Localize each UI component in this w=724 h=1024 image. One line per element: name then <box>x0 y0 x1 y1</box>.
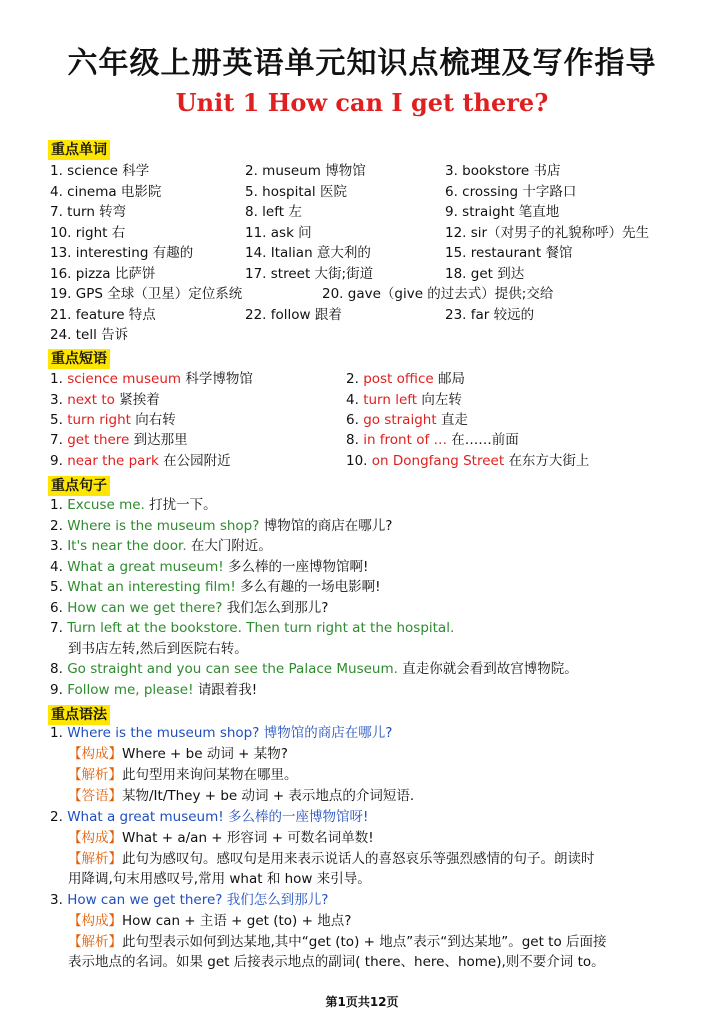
vocab-item: 3. bookstore 书店 <box>445 163 561 179</box>
phrase-item <box>346 411 468 429</box>
sentence-cn: 请跟着我! <box>197 682 258 698</box>
grammar-line <box>68 850 595 868</box>
phrase-item <box>346 370 465 388</box>
grammar-tag: 【解析】 <box>68 851 122 867</box>
grammar-text: 此句为感叹句。感叹句是用来表示说话人的喜怒哀乐等强烈感情的句子。朗读时 <box>122 851 595 867</box>
grammar-question: What a great museum! 多么棒的一座博物馆呀! <box>67 809 369 825</box>
vocab-item: 1. science 科学 <box>50 163 150 179</box>
grammar-text: 此句型用来询问某物在哪里。 <box>122 767 298 783</box>
phrase-number: 1. <box>50 371 63 387</box>
grammar-line <box>68 912 351 930</box>
grammar-question: How can we get there? 我们怎么到那儿? <box>67 892 329 908</box>
vocab-item: 16. pizza 比萨饼 <box>50 266 156 282</box>
sentence-cn: 博物馆的商店在哪儿? <box>263 518 393 534</box>
sentence-item <box>50 558 368 576</box>
phrase-number: 2. <box>346 371 359 387</box>
vocab-item: 18. get 到达 <box>445 266 525 282</box>
vocab-item: 23. far 较远的 <box>445 307 535 323</box>
phrase-cn: 向左转 <box>421 392 462 408</box>
sentence-en: Go straight and you can see the Palace Museum. <box>67 661 398 677</box>
grammar-tag: 【解析】 <box>68 767 122 783</box>
sentence-en: Where is the museum shop? <box>67 518 260 534</box>
phrase-en: turn left <box>363 392 418 408</box>
phrase-number: 4. <box>346 392 359 408</box>
vocab-item: 8. left 左 <box>245 204 302 220</box>
phrase-item <box>50 452 231 470</box>
grammar-item-1 <box>50 724 392 742</box>
sentence-item <box>50 599 328 617</box>
sentence-cn: 多么棒的一座博物馆啊! <box>227 559 369 575</box>
grammar-tag: 【构成】 <box>68 830 122 846</box>
sentence-cn: 多么有趣的一场电影啊! <box>240 579 381 595</box>
phrase-item <box>50 370 253 388</box>
phrase-cn: 邮局 <box>437 371 465 387</box>
phrase-number: 8. <box>346 432 359 448</box>
sentence-cn: 打扰一下。 <box>149 497 217 513</box>
sentence-cn: 到书店左转,然后到医院右转。 <box>68 641 248 657</box>
vocab-item: 10. right 右 <box>50 225 126 241</box>
section-grammar-header: 重点语法 <box>48 705 110 725</box>
grammar-item-3 <box>50 891 328 909</box>
phrase-en: post office <box>363 371 434 387</box>
section-sentence-header: 重点句子 <box>48 476 110 496</box>
grammar-line <box>68 745 288 763</box>
sentence-item <box>50 578 381 596</box>
vocab-item: 12. sir（对男子的礼貌称呼）先生 <box>445 225 650 241</box>
sentence-en: What an interesting film! <box>67 579 236 595</box>
grammar-line: 表示地点的名词。如果 get 后接表示地点的副词( there、here、home),则不要介词 to。 <box>68 954 605 970</box>
sentence-number: 6. <box>50 600 63 616</box>
phrase-en: on Dongfang Street <box>371 453 505 469</box>
grammar-text: 此句型表示如何到达某地,其中“get (to) + 地点”表示“到达某地”。get to 后面接 <box>122 934 607 950</box>
sentence-item <box>50 537 272 555</box>
phrase-cn: 直走 <box>440 412 468 428</box>
page-footer: 第1页共12页 <box>325 995 399 1009</box>
grammar-line <box>68 829 374 847</box>
sentence-item <box>50 619 454 637</box>
vocab-item: 14. Italian 意大利的 <box>245 245 371 261</box>
sentence-en: It's near the door. <box>67 538 187 554</box>
phrase-cn: 在东方大街上 <box>508 453 590 469</box>
vocab-item: 19. GPS 全球（卫星）定位系统 <box>50 286 243 302</box>
phrase-number: 3. <box>50 392 63 408</box>
sentence-item <box>50 496 217 514</box>
vocab-item: 20. gave（give 的过去式）提供;交给 <box>322 286 554 302</box>
phrase-en: get there <box>67 432 130 448</box>
sentence-number: 3. <box>50 538 63 554</box>
phrase-cn: 到达那里 <box>133 432 188 448</box>
phrase-cn: 在……前面 <box>451 432 519 448</box>
vocab-item: 4. cinema 电影院 <box>50 184 162 200</box>
phrase-en: in front of … <box>363 432 447 448</box>
vocab-item: 9. straight 笔直地 <box>445 204 560 220</box>
sentence-item <box>50 681 257 699</box>
phrase-item <box>50 431 188 449</box>
phrase-cn: 向右转 <box>135 412 176 428</box>
phrase-item <box>346 431 519 449</box>
sentence-en: Excuse me. <box>67 497 145 513</box>
grammar-line <box>68 933 607 951</box>
phrase-item <box>346 391 462 409</box>
vocab-item: 21. feature 特点 <box>50 307 156 323</box>
grammar-text: Where + be 动词 + 某物? <box>122 746 288 762</box>
sentence-en: What a great museum! <box>67 559 224 575</box>
phrase-number: 5. <box>50 412 63 428</box>
grammar-tag: 【构成】 <box>68 746 122 762</box>
vocab-item: 6. crossing 十字路口 <box>445 184 577 200</box>
sentence-number: 4. <box>50 559 63 575</box>
grammar-number: 1. <box>50 725 63 741</box>
phrase-en: go straight <box>363 412 437 428</box>
vocab-item: 11. ask 问 <box>245 225 312 241</box>
sentence-item <box>50 517 392 535</box>
sentence-number: 9. <box>50 682 63 698</box>
vocab-item: 7. turn 转弯 <box>50 204 127 220</box>
phrase-item <box>50 411 176 429</box>
grammar-text: What + a/an + 形容词 + 可数名词单数! <box>122 830 374 846</box>
sentence-cn: 我们怎么到那儿? <box>226 600 329 616</box>
sentence-item <box>50 660 578 678</box>
sentence-en: Turn left at the bookstore. Then turn right at the hospital. <box>67 620 455 636</box>
vocab-item: 2. museum 博物馆 <box>245 163 366 179</box>
phrase-cn: 科学博物馆 <box>185 371 253 387</box>
page-title: 六年级上册英语单元知识点梳理及写作指导 <box>67 46 657 81</box>
phrase-cn: 紧挨着 <box>119 392 160 408</box>
grammar-tag: 【构成】 <box>68 913 122 929</box>
sentence-number: 7. <box>50 620 63 636</box>
phrase-en: turn right <box>67 412 131 428</box>
phrase-en: next to <box>67 392 115 408</box>
phrase-cn: 在公园附近 <box>163 453 231 469</box>
grammar-line <box>68 766 298 784</box>
phrase-number: 9. <box>50 453 63 469</box>
sentence-en: How can we get there? <box>67 600 223 616</box>
sentence-cn: 在大门附近。 <box>190 538 272 554</box>
vocab-item: 13. interesting 有趣的 <box>50 245 194 261</box>
phrase-en: science museum <box>67 371 182 387</box>
grammar-tag: 【答语】 <box>68 788 122 804</box>
grammar-question: Where is the museum shop? 博物馆的商店在哪儿? <box>67 725 393 741</box>
phrase-item <box>346 452 589 470</box>
grammar-item-2 <box>50 808 368 826</box>
grammar-tag: 【解析】 <box>68 934 122 950</box>
grammar-line <box>68 787 414 805</box>
unit-title: Unit 1 How can I get there? <box>175 88 549 117</box>
grammar-text: How can + 主语 + get (to) + 地点? <box>122 913 352 929</box>
grammar-text: 某物/It/They + be 动词 + 表示地点的介词短语. <box>122 788 415 804</box>
sentence-number: 8. <box>50 661 63 677</box>
vocab-item: 5. hospital 医院 <box>245 184 347 200</box>
phrase-item <box>50 391 160 409</box>
section-vocab-header: 重点单词 <box>48 140 110 160</box>
sentence-en: Follow me, please! <box>67 682 194 698</box>
vocab-item: 22. follow 跟着 <box>245 307 342 323</box>
sentence-number: 5. <box>50 579 63 595</box>
phrase-en: near the park <box>67 453 159 469</box>
grammar-number: 3. <box>50 892 63 908</box>
vocab-item: 24. tell 告诉 <box>50 327 129 343</box>
sentence-cn: 直走你就会看到故宫博物院。 <box>402 661 578 677</box>
section-phrase-header: 重点短语 <box>48 349 110 369</box>
phrase-number: 7. <box>50 432 63 448</box>
vocab-item: 17. street 大街;街道 <box>245 266 374 282</box>
sentence-number: 2. <box>50 518 63 534</box>
sentence-number: 1. <box>50 497 63 513</box>
grammar-line: 用降调,句末用感叹号,常用 what 和 how 来引导。 <box>68 871 371 887</box>
phrase-number: 6. <box>346 412 359 428</box>
vocab-item: 15. restaurant 餐馆 <box>445 245 573 261</box>
grammar-number: 2. <box>50 809 63 825</box>
phrase-number: 10. <box>346 453 368 469</box>
